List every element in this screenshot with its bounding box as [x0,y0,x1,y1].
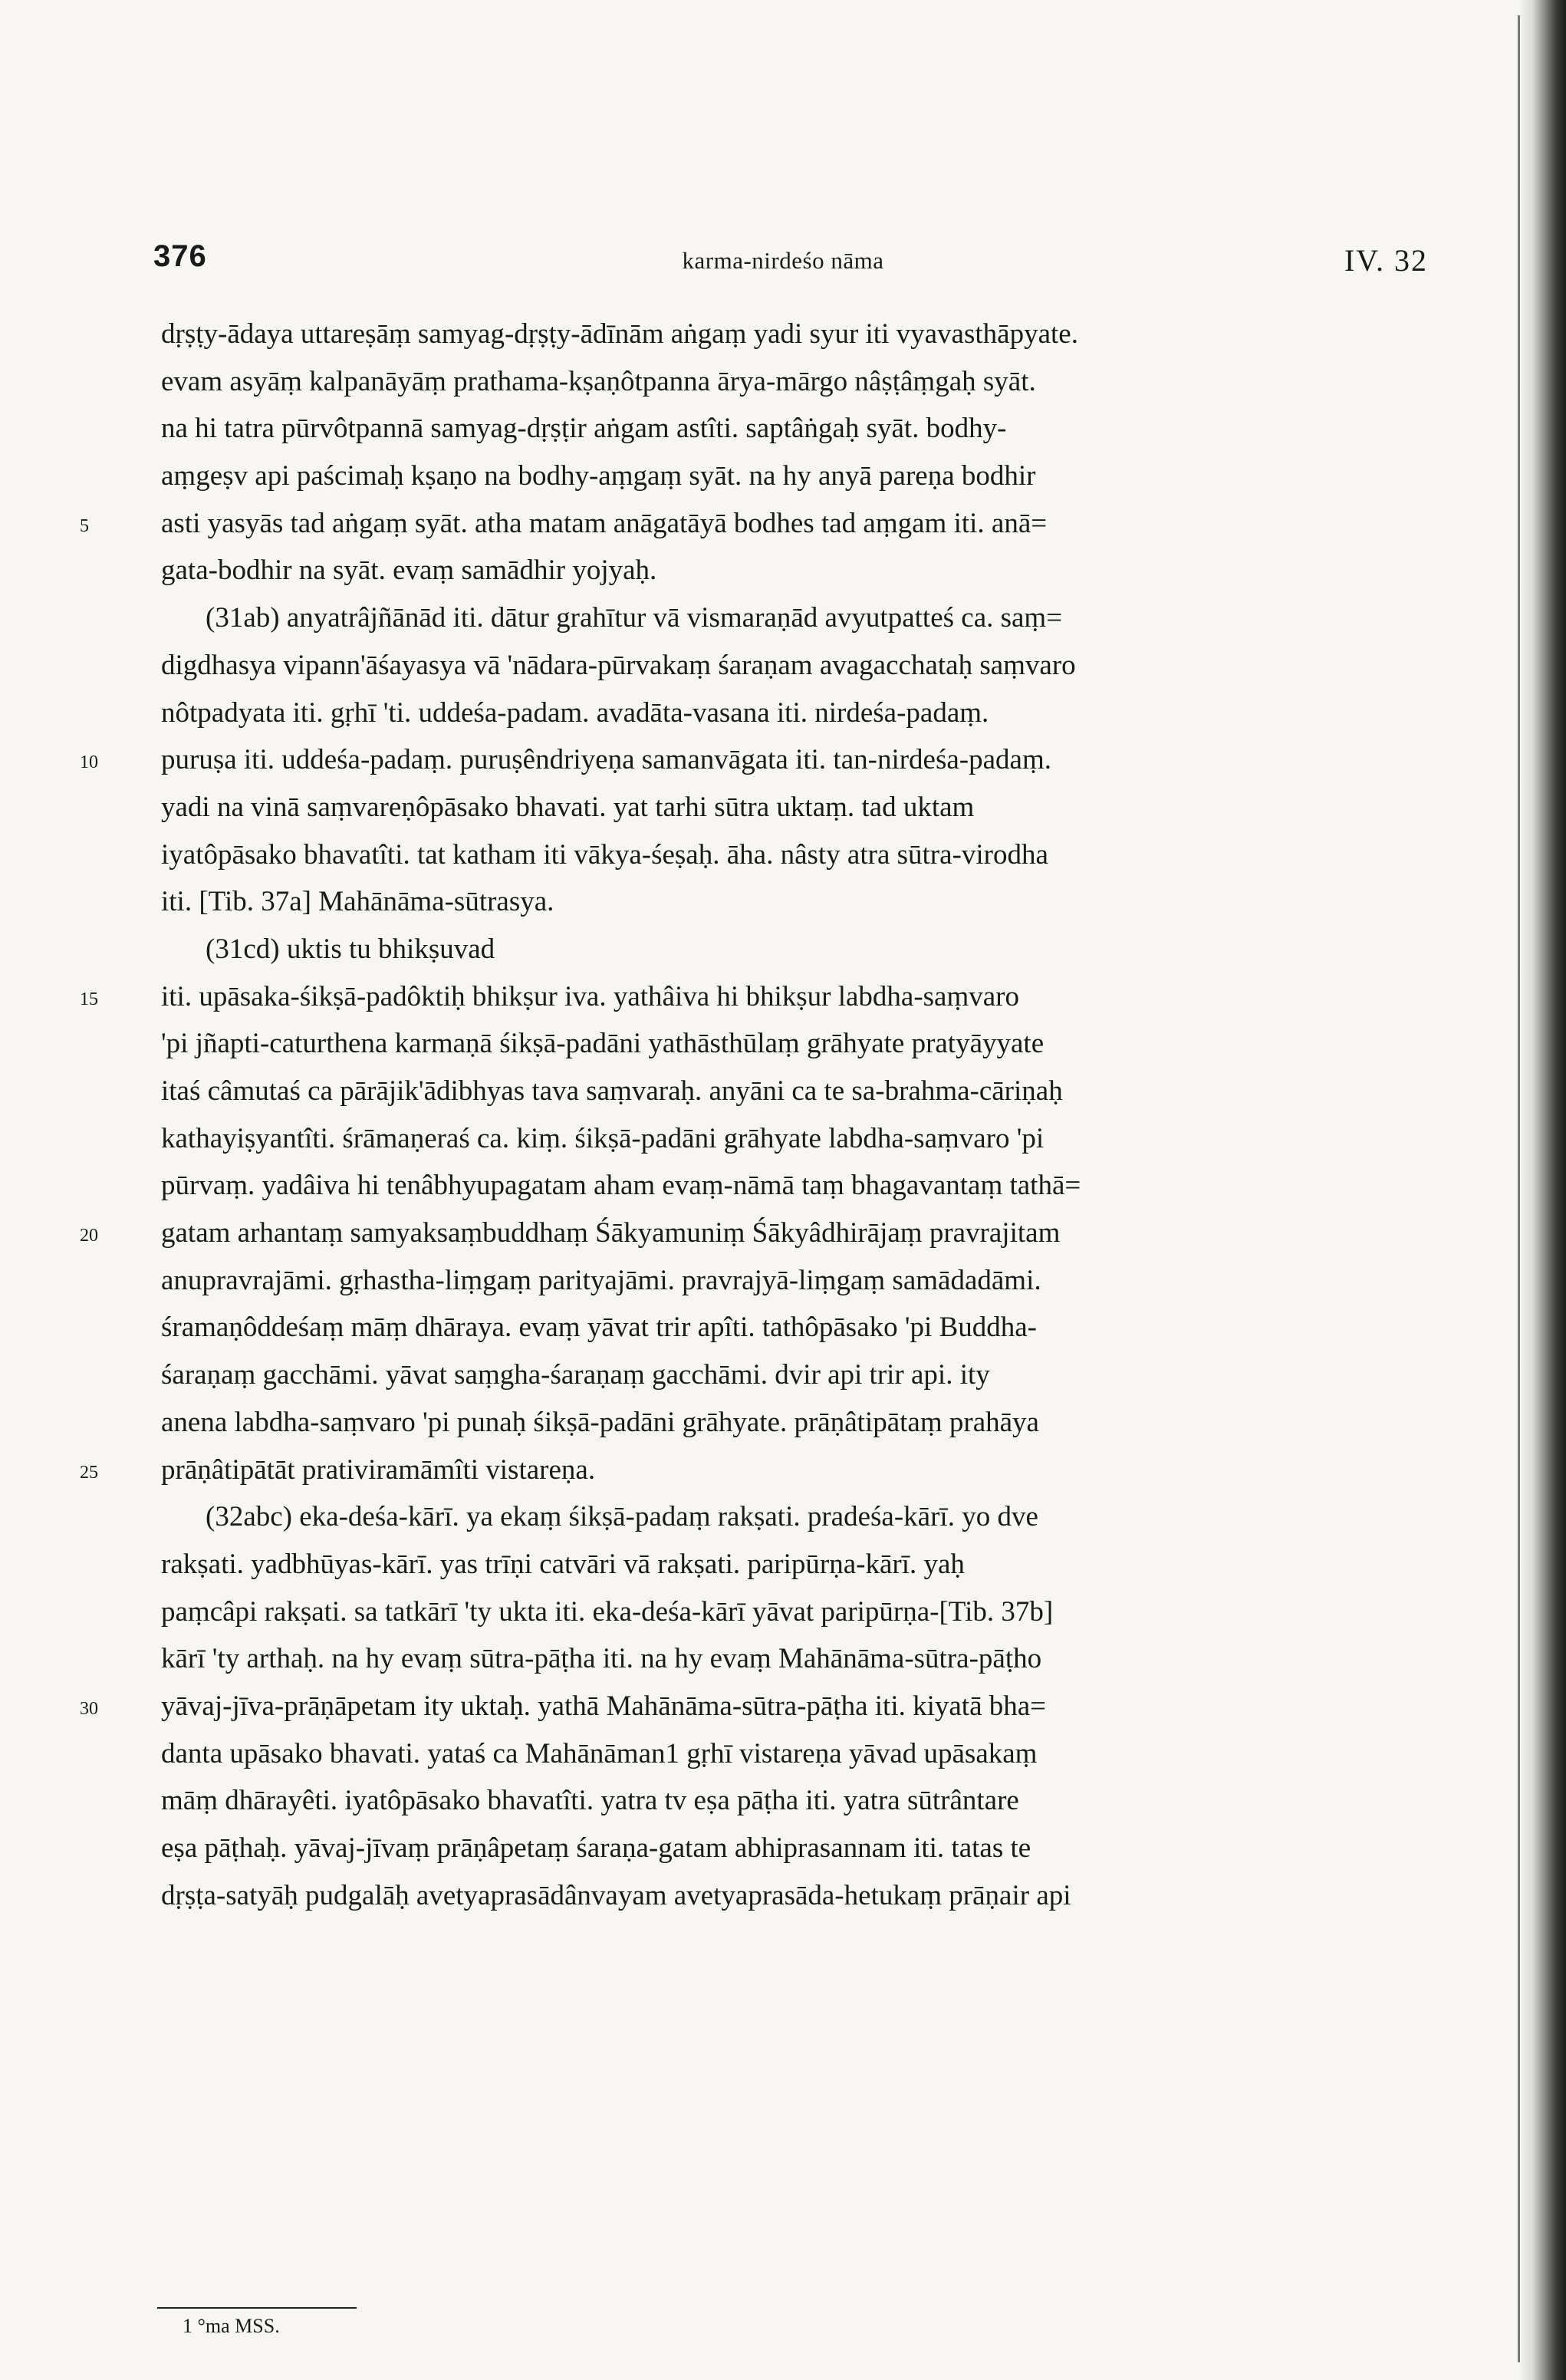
text-line [161,1777,1413,1825]
text-line [80,973,1413,1021]
line-text: dṛṣṭy-ādaya uttareṣāṃ samyag-dṛṣṭy-ādīnām aṅgaṃ yadi syur iti vyavasthāpyate. [161,318,1078,350]
page-number: 376 [153,239,207,273]
text-line [80,1683,1413,1730]
text-line [161,405,1413,453]
line-text: asti yasyās tad aṅgaṃ syāt. atha matam anāgatāyā bodhes tad aṃgam iti. anā= [161,507,1048,539]
line-text: iyatôpāsako bhavatîti. tat katham iti vākya-śeṣaḥ. āha. nâsty atra sūtra-virodha [161,838,1048,871]
running-title: karma-nirdeśo nāma [682,247,884,274]
line-text: kathayiṣyantîti. śrāmaṇeraś ca. kiṃ. śikṣā-padāni grāhyate labdha-saṃvaro 'pi [161,1122,1045,1154]
line-text: anena labdha-saṃvaro 'pi punaḥ śikṣā-padāni grāhyate. prāṇâtipātaṃ prahāya [161,1406,1039,1438]
text-line [80,500,1413,548]
line-number: 15 [80,989,98,1009]
text-line [161,1257,1413,1305]
text-line [161,547,1413,594]
line-text: gata-bodhir na syāt. evaṃ samādhir yojyaḥ. [161,555,657,587]
text-line [161,831,1413,879]
line-text: na hi tatra pūrvôtpannā samyag-dṛṣṭir aṅgam astîti. saptâṅgaḥ syāt. bodhy- [161,413,1007,445]
line-text: (31cd) uktis tu bhikṣuvad [206,933,495,965]
line-text: śaraṇaṃ gacchāmi. yāvat saṃgha-śaraṇaṃ gacchāmi. dvir api trir api. ity [161,1359,990,1391]
footnote: 1 °ma MSS. [183,2315,280,2337]
text-line [161,784,1413,831]
line-text: aṃgeṣv api paścimaḥ kṣaṇo na bodhy-aṃgaṃ syāt. na hy anyā pareṇa bodhir [161,460,1036,492]
text-line [161,1825,1413,1872]
line-number: 10 [80,752,98,773]
text-line [161,1588,1413,1636]
text-line [161,1162,1413,1210]
text-line [161,1872,1413,1920]
line-number: 20 [80,1226,98,1246]
line-text: pūrvaṃ. yadâiva hi tenâbhyupagatam aham evaṃ-nāmā taṃ bhagavantaṃ tathā= [161,1170,1081,1202]
line-text: anupravrajāmi. gṛhastha-liṃgaṃ parityajāmi. pravrajyā-liṃgaṃ samādadāmi. [161,1264,1041,1296]
text-line [161,358,1413,406]
line-text: rakṣati. yadbhūyas-kārī. yas trīṇi catvāri vā rakṣati. paripūrṇa-kārī. yaḥ [161,1548,965,1580]
line-text: puruṣa iti. uddeśa-padaṃ. puruṣêndriyeṇa samanvāgata iti. tan-nirdeśa-padaṃ. [161,744,1051,776]
text-line [161,1399,1413,1447]
text-line [161,1020,1413,1068]
line-text: itaś câmutaś ca pārājik'ādibhyas tava saṃvaraḥ. anyāni ca te sa-brahma-cāriṇaḥ [161,1075,1063,1107]
line-text: danta upāsako bhavati. yataś ca Mahānāman1 gṛhī vistareṇa yāvad upāsakaṃ [161,1737,1038,1769]
line-text: śramaṇôddeśaṃ māṃ dhāraya. evaṃ yāvat trir apîti. tathôpāsako 'pi Buddha- [161,1312,1037,1344]
line-text: iti. [Tib. 37a] Mahānāma-sūtrasya. [161,886,554,918]
line-text: (31ab) anyatrâjñānād iti. dātur grahītur vā vismaraṇād avyutpatteś ca. saṃ= [206,602,1063,634]
text-line [161,1541,1413,1588]
text-line [80,736,1413,784]
body-text [80,311,1413,1919]
text-line [161,1493,1413,1541]
line-text: yadi na vinā saṃvareṇôpāsako bhavati. yat tarhi sūtra uktaṃ. tad uktam [161,791,975,823]
text-line [161,1304,1413,1351]
footnote-rule [157,2307,357,2309]
line-text: māṃ dhārayêti. iyatôpāsako bhavatîti. yatra tv eṣa pāṭha iti. yatra sūtrântare [161,1785,1019,1817]
line-text: paṃcâpi rakṣati. sa tatkārī 'ty ukta iti. eka-deśa-kārī yāvat paripūrṇa-[Tib. 37b] [161,1595,1054,1628]
line-number: 30 [80,1698,98,1719]
text-line [161,878,1413,926]
text-line [161,1635,1413,1683]
line-text: eṣa pāṭhaḥ. yāvaj-jīvaṃ prāṇâpetaṃ śaraṇa-gatam abhiprasannam iti. tatas te [161,1832,1031,1864]
line-text: evam asyāṃ kalpanāyāṃ prathama-kṣaṇôtpanna ārya-mārgo nâṣṭâṃgaḥ syāt. [161,365,1036,397]
text-line [161,1351,1413,1399]
line-text: nôtpadyata iti. gṛhī 'ti. uddeśa-padam. avadāta-vasana iti. nirdeśa-padaṃ. [161,696,989,729]
text-line [161,690,1413,737]
text-line [161,1730,1413,1778]
line-text: gatam arhantaṃ samyaksaṃbuddhaṃ Śākyamuniṃ Śākyâdhirājaṃ pravrajitam [161,1217,1061,1249]
text-line [161,311,1413,358]
line-text: iti. upāsaka-śikṣā-padôktiḥ bhikṣur iva. yathâiva hi bhikṣur labdha-saṃvaro [161,980,1019,1012]
line-text: 'pi jñapti-caturthena karmaṇā śikṣā-padāni yathāsthūlaṃ grāhyate pratyāyyate [161,1028,1045,1060]
line-number: 5 [80,515,89,536]
text-line [161,642,1413,690]
text-line [161,1068,1413,1115]
text-line [80,1447,1413,1494]
line-text: digdhasya vipann'āśayasya vā 'nādara-pūrvakaṃ śaraṇam avagacchataḥ saṃvaro [161,649,1076,681]
line-number: 25 [80,1462,98,1483]
line-text: kārī 'ty arthaḥ. na hy evaṃ sūtra-pāṭha iti. na hy evaṃ Mahānāma-sūtra-pāṭho [161,1643,1042,1675]
line-text: yāvaj-jīva-prāṇāpetam ity uktaḥ. yathā Mahānāma-sūtra-pāṭha iti. kiyatā bha= [161,1690,1047,1722]
page-edge [1518,15,1520,2362]
text-line [80,1210,1413,1257]
text-line [161,1115,1413,1163]
text-line [161,926,1413,973]
text-line [161,594,1413,642]
section-reference: IV. 32 [1344,243,1428,278]
book-binding-shadow [1518,0,1566,2380]
line-text: (32abc) eka-deśa-kārī. ya ekaṃ śikṣā-padaṃ rakṣati. pradeśa-kārī. yo dve [206,1501,1038,1533]
line-text: prāṇâtipātāt prativiramāmîti vistareṇa. [161,1453,596,1486]
text-line [161,453,1413,500]
line-text: dṛṣṭa-satyāḥ pudgalāḥ avetyaprasādânvayam avetyaprasāda-hetukaṃ prāṇair api [161,1879,1071,1911]
